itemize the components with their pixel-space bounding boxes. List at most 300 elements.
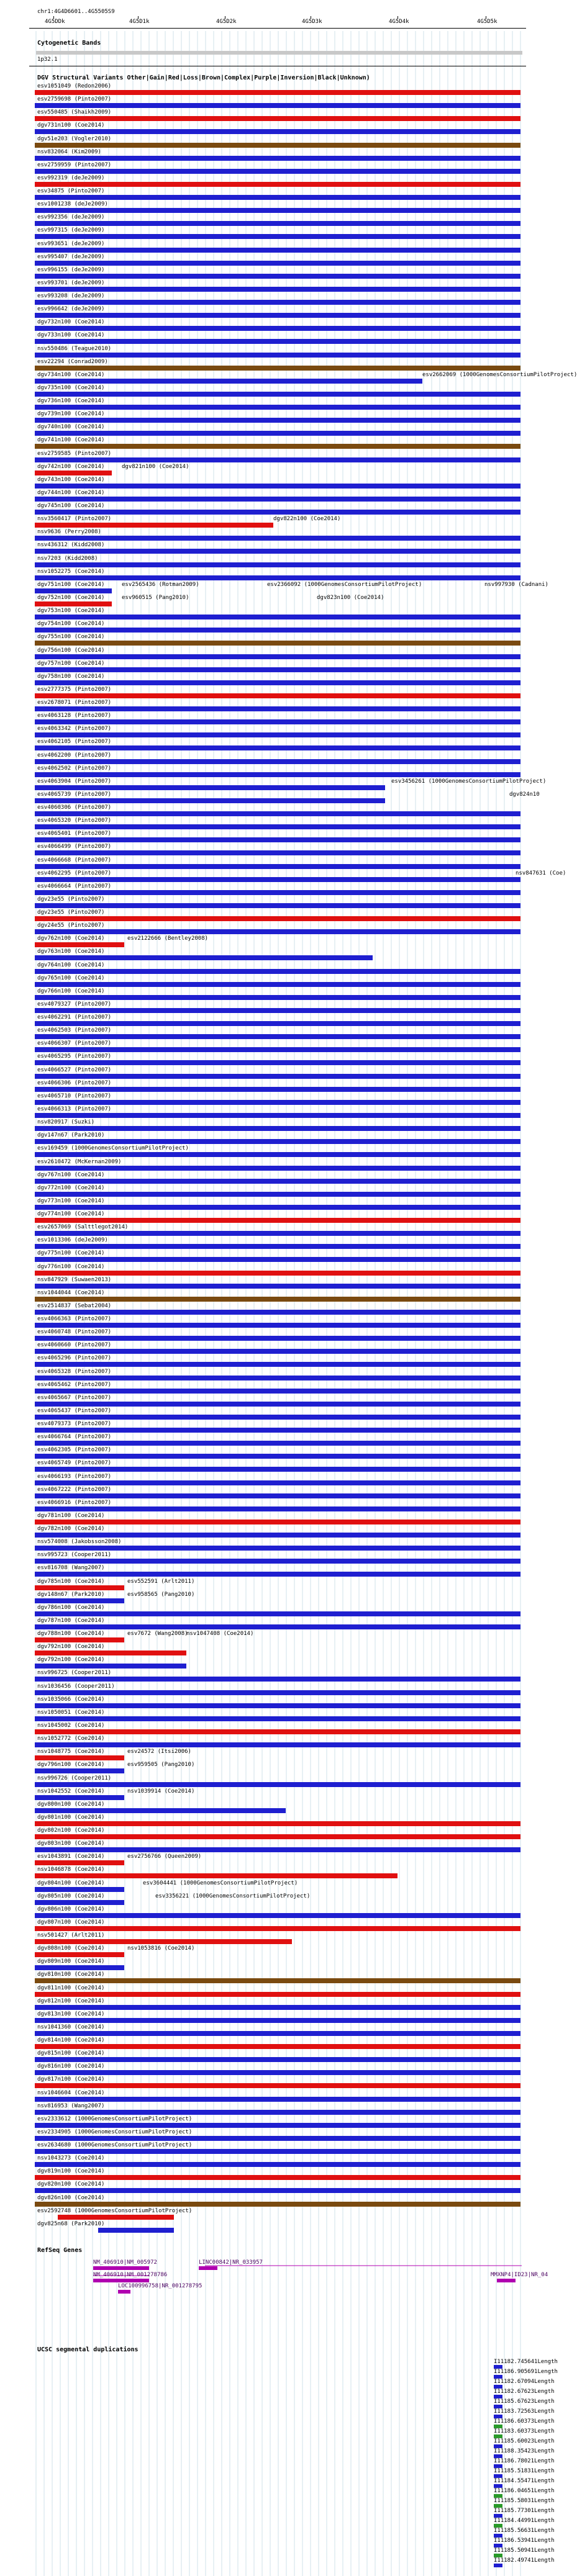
sv-feature-label[interactable]: dgv23e55 (Pinto2007) [37, 896, 105, 903]
sv-feature-bar[interactable] [35, 523, 273, 528]
sv-feature-bar[interactable] [35, 471, 112, 475]
sv-feature-bar[interactable] [35, 1480, 520, 1485]
sv-feature-label[interactable]: esv2678071 (Pinto2007) [37, 700, 112, 706]
sv-feature-label[interactable]: esv992319 (deJe2009) [37, 175, 105, 181]
sv-feature-bar[interactable] [35, 2188, 520, 2193]
sv-feature-label[interactable]: esv4066668 (Pinto2007) [37, 857, 112, 863]
sv-feature-label[interactable]: dgv796n100 (Coe2014) [37, 1762, 105, 1768]
sv-feature-label[interactable]: dgv148n67 (Park2010) [37, 1592, 105, 1598]
sv-feature-label[interactable]: esv1001238 (deJe2009) [37, 201, 108, 207]
sv-feature-label[interactable]: nsv1042552 (Coe2014) [37, 1788, 105, 1795]
sv-feature-label[interactable]: dgv787n100 (Coe2014) [37, 1618, 105, 1624]
sv-feature-bar[interactable] [35, 706, 520, 711]
sv-feature-label[interactable]: dgv743n100 (Coe2014) [37, 477, 105, 483]
sv-feature-label[interactable]: dgv758n100 (Coe2014) [37, 673, 105, 680]
sv-feature-bar[interactable] [35, 1729, 520, 1734]
sv-feature-label[interactable]: nsv436312 (Kidd2008) [37, 542, 105, 548]
sv-feature-bar[interactable] [35, 1376, 520, 1380]
sv-feature-bar[interactable] [35, 1179, 520, 1184]
sv-feature-bar[interactable] [35, 1060, 520, 1065]
sv-feature-label[interactable]: esv4066306 (Pinto2007) [37, 1080, 112, 1086]
sv-feature-label[interactable]: nsv1053816 (Coe2014) [127, 1945, 195, 1952]
sv-feature-bar[interactable] [35, 2018, 520, 2023]
sv-feature-bar[interactable] [35, 1611, 520, 1616]
gene-label[interactable]: NM_406910|NM_005972 [93, 2259, 157, 2266]
sv-feature-bar[interactable] [35, 536, 520, 541]
sv-feature-bar[interactable] [35, 1218, 520, 1223]
sv-feature-label[interactable]: esv4062502 (Pinto2007) [37, 765, 112, 772]
segdup-label[interactable]: I11185.56631Length [494, 2528, 555, 2534]
sv-feature-bar[interactable] [35, 405, 520, 410]
sv-feature-bar[interactable] [35, 182, 520, 187]
sv-feature-label[interactable]: esv2756766 (Queen2009) [127, 1853, 202, 1860]
sv-feature-bar[interactable] [35, 234, 520, 239]
sv-feature-bar[interactable] [35, 2070, 520, 2075]
sv-feature-label[interactable]: esv2366092 (1000GenomesConsortiumPilotProject) [267, 582, 422, 588]
sv-feature-bar[interactable] [35, 1585, 124, 1590]
sv-feature-label[interactable]: nsv1041360 (Coe2014) [37, 2024, 105, 2030]
sv-feature-label[interactable]: dgv813n100 (Coe2014) [37, 2011, 105, 2017]
sv-feature-label[interactable]: dgv739n100 (Coe2014) [37, 411, 105, 417]
sv-feature-label[interactable]: dgv733n100 (Coe2014) [37, 332, 105, 338]
sv-feature-bar[interactable] [35, 1100, 520, 1105]
sv-feature-bar[interactable] [35, 1795, 124, 1800]
sv-feature-label[interactable]: esv958565 (Pang2010) [127, 1592, 195, 1598]
sv-feature-label[interactable]: dgv766n100 (Coe2014) [37, 988, 105, 994]
sv-feature-bar[interactable] [35, 798, 385, 803]
sv-feature-bar[interactable] [35, 745, 520, 750]
gene-label[interactable]: NM_406910|NM_001278786 [93, 2272, 168, 2278]
sv-feature-bar[interactable] [35, 103, 520, 108]
sv-feature-label[interactable]: esv22294 (Conrad2009) [37, 359, 108, 365]
sv-feature-label[interactable]: nsv550486 (Teague2010) [37, 346, 112, 352]
sv-feature-bar[interactable] [35, 1244, 520, 1249]
sv-feature-label[interactable]: esv3604441 (1000GenomesConsortiumPilotProject) [143, 1880, 298, 1886]
sv-feature-bar[interactable] [35, 1677, 520, 1682]
sv-feature-bar[interactable] [35, 2083, 520, 2088]
sv-feature-bar[interactable] [35, 1231, 520, 1236]
sv-feature-label[interactable]: esv7672 (Wang2008) [127, 1631, 188, 1637]
sv-feature-label[interactable]: esv4066193 (Pinto2007) [37, 1474, 112, 1480]
sv-feature-bar[interactable] [35, 1506, 520, 1511]
sv-feature-label[interactable]: esv993701 (deJe2009) [37, 280, 105, 286]
sv-feature-bar[interactable] [35, 1336, 520, 1341]
sv-feature-label[interactable]: dgv782n100 (Coe2014) [37, 1526, 105, 1532]
sv-feature-label[interactable]: dgv806n100 (Coe2014) [37, 1906, 105, 1912]
sv-feature-bar[interactable] [35, 667, 520, 672]
sv-feature-label[interactable]: esv4060748 (Pinto2007) [37, 1329, 112, 1335]
sv-feature-bar[interactable] [35, 1034, 520, 1039]
segdup-label[interactable]: I11182.67623Length [494, 2389, 555, 2395]
sv-feature-label[interactable]: nsv996726 (Cooper2011) [37, 1775, 112, 1781]
sv-feature-label[interactable]: dgv792n100 (Coe2014) [37, 1657, 105, 1663]
sv-feature-bar[interactable] [35, 339, 520, 344]
sv-feature-bar[interactable] [35, 759, 520, 764]
segdup-label[interactable]: I11185.58031Length [494, 2498, 555, 2504]
sv-feature-bar[interactable] [35, 785, 385, 790]
sv-feature-label[interactable]: dgv817n100 (Coe2014) [37, 2076, 105, 2083]
segdup-label[interactable]: I11182.49741Length [494, 2557, 555, 2564]
gene-label[interactable]: MMXNP4|ID23|NR_04 [491, 2272, 548, 2278]
sv-feature-bar[interactable] [35, 1113, 520, 1118]
sv-feature-bar[interactable] [35, 1821, 520, 1826]
sv-feature-bar[interactable] [35, 248, 520, 253]
sv-feature-label[interactable]: dgv734n100 (Coe2014) [37, 372, 105, 378]
sv-feature-bar[interactable] [35, 116, 520, 121]
sv-feature-bar[interactable] [35, 2162, 520, 2167]
sv-feature-label[interactable]: dgv808n100 (Coe2014) [37, 1945, 105, 1952]
sv-feature-bar[interactable] [35, 2202, 520, 2207]
segdup-label[interactable]: I11185.50941Length [494, 2547, 555, 2554]
sv-feature-label[interactable]: esv2122666 (Bentley2008) [127, 935, 209, 942]
sv-feature-label[interactable]: esv2759698 (Pinto2007) [37, 96, 112, 102]
sv-feature-label[interactable]: esv992356 (deJe2009) [37, 214, 105, 220]
sv-feature-bar[interactable] [35, 772, 520, 777]
sv-feature-label[interactable]: dgv816n100 (Coe2014) [37, 2063, 105, 2069]
sv-feature-bar[interactable] [35, 90, 520, 95]
sv-feature-label[interactable]: nsv997930 (Cadnani) [484, 582, 548, 588]
sv-feature-bar[interactable] [35, 221, 520, 226]
sv-feature-bar[interactable] [35, 1887, 124, 1892]
sv-feature-label[interactable]: esv169459 (1000GenomesConsortiumPilotProject) [37, 1145, 189, 1151]
sv-feature-label[interactable]: esv3356221 (1000GenomesConsortiumPilotProject) [155, 1893, 311, 1899]
sv-feature-label[interactable]: nsv1044044 (Coe2014) [37, 1290, 105, 1296]
sv-feature-label[interactable]: esv3456261 (1000GenomesConsortiumPilotProject) [391, 778, 547, 785]
sv-feature-bar[interactable] [35, 1493, 520, 1498]
sv-feature-label[interactable]: esv4066499 (Pinto2007) [37, 844, 112, 850]
sv-feature-label[interactable]: dgv824n10 [509, 791, 540, 798]
sv-feature-bar[interactable] [35, 955, 373, 960]
sv-feature-bar[interactable] [35, 208, 520, 213]
sv-feature-label[interactable]: esv4066664 (Pinto2007) [37, 883, 112, 889]
sv-feature-bar[interactable] [35, 1939, 292, 1944]
sv-feature-label[interactable]: dgv819n100 (Coe2014) [37, 2168, 105, 2174]
sv-feature-label[interactable]: esv4062105 (Pinto2007) [37, 739, 112, 745]
sv-feature-label[interactable]: dgv823n100 (Coe2014) [317, 595, 384, 601]
sv-feature-label[interactable]: nsv501427 (Arlt2011) [37, 1932, 105, 1939]
sv-feature-bar[interactable] [35, 1389, 520, 1394]
sv-feature-bar[interactable] [35, 1152, 520, 1157]
sv-feature-bar[interactable] [35, 274, 520, 279]
sv-feature-bar[interactable] [35, 1205, 520, 1210]
sv-feature-label[interactable]: dgv788n100 (Coe2014) [37, 1631, 105, 1637]
sv-feature-bar[interactable] [35, 1808, 286, 1813]
sv-feature-bar[interactable] [35, 510, 520, 515]
sv-feature-label[interactable]: dgv776n100 (Coe2014) [37, 1264, 105, 1270]
sv-feature-label[interactable]: dgv755n100 (Coe2014) [37, 634, 105, 640]
sv-feature-bar[interactable] [35, 195, 520, 200]
segdup-label[interactable]: I11185.60023Length [494, 2438, 555, 2444]
sv-feature-label[interactable]: esv996642 (deJe2009) [37, 306, 105, 312]
sv-feature-label[interactable]: esv2514837 (Sebat2004) [37, 1303, 112, 1309]
sv-feature-bar[interactable] [35, 261, 520, 266]
sv-feature-label[interactable]: dgv781n100 (Coe2014) [37, 1513, 105, 1519]
sv-feature-label[interactable]: dgv752n100 (Coe2014) [37, 595, 105, 601]
sv-feature-label[interactable]: dgv800n100 (Coe2014) [37, 1801, 105, 1808]
cytoband-track-title[interactable]: Cytogenetic Bands [37, 40, 101, 47]
sv-feature-bar[interactable] [35, 982, 520, 987]
sv-feature-label[interactable]: esv552591 (Arlt2011) [127, 1578, 195, 1585]
sv-feature-label[interactable]: esv34875 (Pinto2007) [37, 188, 105, 194]
sv-feature-bar[interactable] [35, 1166, 520, 1171]
sv-feature-bar[interactable] [35, 1860, 124, 1865]
sv-feature-label[interactable]: dgv812n100 (Coe2014) [37, 1998, 105, 2004]
gene-exon-bar[interactable] [93, 2266, 149, 2270]
sv-feature-label[interactable]: dgv753n100 (Coe2014) [37, 608, 105, 614]
sv-feature-bar[interactable] [35, 1349, 520, 1354]
sv-feature-label[interactable]: nsv1039914 (Coe2014) [127, 1788, 195, 1795]
sv-feature-label[interactable]: dgv756n100 (Coe2014) [37, 647, 105, 654]
sv-feature-bar[interactable] [35, 575, 520, 580]
segdup-label[interactable]: I11186.78021Length [494, 2458, 555, 2464]
segdup-label[interactable]: I11184.55471Length [494, 2478, 555, 2484]
sv-feature-bar[interactable] [35, 890, 520, 895]
sv-feature-bar[interactable] [35, 287, 520, 292]
sv-feature-label[interactable]: nsv847631 (Coe) [516, 870, 566, 876]
segdup-bar[interactable] [494, 2564, 502, 2567]
segdup-label[interactable]: I11184.44991Length [494, 2518, 555, 2524]
sv-feature-bar[interactable] [35, 1323, 520, 1328]
sv-feature-bar[interactable] [35, 1690, 520, 1695]
sv-feature-label[interactable]: esv4066916 (Pinto2007) [37, 1500, 112, 1506]
sv-feature-bar[interactable] [35, 2031, 520, 2036]
segdup-label[interactable]: I11182.67094Length [494, 2379, 555, 2385]
sv-feature-label[interactable]: nsv1045002 (Coe2014) [37, 1723, 105, 1729]
sv-feature-label[interactable]: nsv1046878 (Coe2014) [37, 1867, 105, 1873]
sv-feature-bar[interactable] [35, 680, 520, 685]
sv-feature-label[interactable]: esv2565436 (Rotman2009) [122, 582, 199, 588]
gene-exon-bar[interactable] [93, 2279, 149, 2282]
sv-feature-label[interactable]: esv4065320 (Pinto2007) [37, 817, 112, 824]
sv-feature-label[interactable]: dgv24e55 (Pinto2007) [37, 922, 105, 929]
sv-feature-label[interactable]: dgv785n100 (Coe2014) [37, 1578, 105, 1585]
sv-feature-label[interactable]: esv4066363 (Pinto2007) [37, 1316, 112, 1322]
sv-feature-bar[interactable] [35, 1021, 520, 1026]
sv-feature-label[interactable]: esv4063904 (Pinto2007) [37, 778, 112, 785]
sv-feature-bar[interactable] [35, 2044, 520, 2049]
gene-exon-bar[interactable] [199, 2266, 217, 2270]
sv-feature-bar[interactable] [35, 379, 422, 384]
sv-feature-label[interactable]: nsv832064 (Kim2009) [37, 149, 101, 155]
sv-feature-bar[interactable] [35, 1297, 520, 1302]
sv-feature-bar[interactable] [35, 1716, 520, 1721]
sv-feature-bar[interactable] [35, 1637, 124, 1642]
sv-feature-label[interactable]: esv4065667 (Pinto2007) [37, 1395, 112, 1401]
sv-feature-bar[interactable] [35, 1284, 520, 1289]
sv-feature-bar[interactable] [35, 562, 520, 567]
sv-feature-bar[interactable] [35, 1533, 520, 1538]
sv-feature-bar[interactable] [35, 837, 520, 842]
sv-feature-bar[interactable] [35, 719, 520, 724]
sv-feature-label[interactable]: dgv736n100 (Coe2014) [37, 398, 105, 404]
sv-feature-label[interactable]: esv4066764 (Pinto2007) [37, 1434, 112, 1440]
segdup-label[interactable]: I11182.745641Length [494, 2359, 558, 2365]
sv-feature-label[interactable]: dgv814n100 (Coe2014) [37, 2037, 105, 2043]
sv-feature-bar[interactable] [35, 654, 520, 659]
sv-feature-bar[interactable] [35, 2136, 520, 2141]
segdup-track-title[interactable]: UCSC segmental duplications [37, 2346, 139, 2353]
sv-feature-label[interactable]: dgv762n100 (Coe2014) [37, 935, 105, 942]
sv-feature-label[interactable]: esv993651 (deJe2009) [37, 241, 105, 247]
sv-feature-bar[interactable] [35, 129, 520, 134]
sv-feature-label[interactable]: esv4065462 (Pinto2007) [37, 1382, 112, 1388]
sv-feature-label[interactable]: nsv7203 (Kidd2008) [37, 556, 98, 562]
sv-feature-bar[interactable] [35, 995, 520, 1000]
sv-feature-bar[interactable] [35, 1847, 520, 1852]
sv-feature-label[interactable]: nsv816953 (Wang2007) [37, 2103, 105, 2109]
sv-feature-bar[interactable] [35, 1428, 520, 1433]
sv-feature-label[interactable]: nsv1046604 (Coe2014) [37, 2090, 105, 2096]
sv-feature-bar[interactable] [35, 942, 124, 947]
sv-feature-bar[interactable] [35, 313, 520, 318]
segdup-label[interactable]: I11185.67623Length [494, 2398, 555, 2405]
sv-feature-label[interactable]: nsv820917 (Suzki) [37, 1119, 95, 1125]
sv-feature-label[interactable]: esv4062291 (Pinto2007) [37, 1014, 112, 1020]
gene-exon-bar[interactable] [118, 2290, 130, 2294]
sv-feature-bar[interactable] [35, 2175, 520, 2180]
sv-feature-label[interactable]: dgv775n100 (Coe2014) [37, 1250, 105, 1256]
sv-feature-label[interactable]: esv2333612 (1000GenomesConsortiumPilotProject) [37, 2116, 193, 2122]
sv-feature-label[interactable]: dgv772n100 (Coe2014) [37, 1185, 105, 1191]
sv-feature-label[interactable]: esv2657069 (Salttlegot2014) [37, 1224, 129, 1230]
sv-feature-bar[interactable] [35, 732, 520, 737]
sv-feature-bar[interactable] [35, 143, 520, 148]
sv-feature-bar[interactable] [35, 588, 112, 593]
sv-feature-bar[interactable] [35, 1192, 520, 1197]
sv-feature-label[interactable]: esv4067222 (Pinto2007) [37, 1487, 112, 1493]
sv-feature-label[interactable]: dgv801n100 (Coe2014) [37, 1814, 105, 1821]
sv-feature-label[interactable]: dgv807n100 (Coe2014) [37, 1919, 105, 1925]
segdup-label[interactable]: I11185.77301Length [494, 2508, 555, 2514]
sv-feature-bar[interactable] [35, 811, 520, 816]
sv-feature-label[interactable]: dgv757n100 (Coe2014) [37, 660, 105, 667]
sv-feature-label[interactable]: dgv740n100 (Coe2014) [37, 424, 105, 430]
sv-feature-label[interactable]: nsv1050051 (Coe2014) [37, 1709, 105, 1716]
sv-feature-label[interactable]: dgv825n68 (Park2010) [37, 2221, 105, 2227]
sv-feature-bar[interactable] [35, 969, 520, 974]
refseq-track-title[interactable]: RefSeq Genes [37, 2247, 83, 2254]
gene-label[interactable]: LOC100996758|NR_001278795 [118, 2283, 202, 2289]
sv-feature-label[interactable]: esv550485 (Shaikh2009) [37, 109, 112, 115]
sv-feature-label[interactable]: esv4065437 (Pinto2007) [37, 1408, 112, 1414]
sv-feature-bar[interactable] [35, 628, 520, 633]
sv-feature-label[interactable]: dgv23e55 (Pinto2007) [37, 909, 105, 916]
sv-feature-label[interactable]: esv24572 (Itsi2006) [127, 1749, 191, 1755]
segdup-label[interactable]: I11183.60373Length [494, 2428, 555, 2434]
sv-feature-label[interactable]: nsv847929 (Suwaen2013) [37, 1277, 112, 1283]
sv-feature-label[interactable]: dgv826n100 (Coe2014) [37, 2195, 105, 2201]
sv-feature-bar[interactable] [35, 929, 520, 934]
sv-feature-label[interactable]: esv1043891 (Coe2014) [37, 1853, 105, 1860]
sv-feature-label[interactable]: esv4079373 (Pinto2007) [37, 1421, 112, 1427]
sv-feature-label[interactable]: nsv574008 (Jakobsson2008) [37, 1539, 122, 1545]
sv-feature-label[interactable]: dgv764n100 (Coe2014) [37, 962, 105, 968]
sv-feature-bar[interactable] [35, 864, 520, 869]
sv-feature-label[interactable]: dgv741n100 (Coe2014) [37, 437, 105, 443]
sv-feature-label[interactable]: nsv9636 (Perry2008) [37, 529, 101, 535]
sv-feature-bar[interactable] [35, 1651, 186, 1655]
sv-feature-bar[interactable] [35, 1598, 124, 1603]
sv-feature-bar[interactable] [35, 1664, 186, 1669]
sv-feature-label[interactable]: esv4065739 (Pinto2007) [37, 791, 112, 798]
sv-feature-label[interactable]: dgv745n100 (Coe2014) [37, 503, 105, 509]
sv-feature-bar[interactable] [35, 1559, 520, 1564]
sv-feature-label[interactable]: esv4079327 (Pinto2007) [37, 1001, 112, 1007]
sv-feature-label[interactable]: esv1013306 (deJe2009) [37, 1237, 108, 1243]
sv-feature-bar[interactable] [35, 1362, 520, 1367]
sv-feature-bar[interactable] [35, 1755, 124, 1760]
sv-feature-label[interactable]: nsv1047408 (Coe2014) [186, 1631, 254, 1637]
sv-feature-bar[interactable] [35, 1900, 124, 1905]
sv-feature-label[interactable]: esv2759959 (Pinto2007) [37, 162, 112, 168]
sv-feature-bar[interactable] [35, 850, 520, 855]
sv-feature-label[interactable]: dgv786n100 (Coe2014) [37, 1605, 105, 1611]
sv-feature-label[interactable]: dgv804n100 (Coe2014) [37, 1880, 105, 1886]
sv-feature-bar[interactable] [35, 615, 520, 619]
sv-feature-bar[interactable] [35, 457, 520, 462]
sv-feature-label[interactable]: dgv765n100 (Coe2014) [37, 975, 105, 981]
sv-feature-label[interactable]: esv4065328 (Pinto2007) [37, 1369, 112, 1375]
sv-feature-label[interactable]: esv4060306 (Pinto2007) [37, 804, 112, 811]
sv-feature-label[interactable]: nsv3560417 (Pinto2007) [37, 516, 112, 522]
sv-feature-bar[interactable] [35, 1978, 520, 1983]
sv-feature-bar[interactable] [35, 431, 520, 436]
sv-feature-label[interactable]: dgv763n100 (Coe2014) [37, 948, 105, 955]
sv-feature-bar[interactable] [35, 1087, 520, 1092]
sv-feature-bar[interactable] [35, 877, 520, 882]
sv-feature-bar[interactable] [35, 1467, 520, 1472]
sv-feature-label[interactable]: dgv810n100 (Coe2014) [37, 1971, 105, 1978]
sv-feature-label[interactable]: dgv809n100 (Coe2014) [37, 1958, 105, 1965]
segdup-label[interactable]: I11186.60373Length [494, 2418, 555, 2425]
sv-feature-label[interactable]: dgv815n100 (Coe2014) [37, 2050, 105, 2056]
sv-feature-bar[interactable] [35, 1572, 520, 1577]
sv-feature-bar[interactable] [35, 1952, 124, 1957]
sv-feature-label[interactable]: nsv1052772 (Coe2014) [37, 1736, 105, 1742]
sv-feature-label[interactable]: nsv1048775 (Coe2014) [37, 1749, 105, 1755]
sv-feature-label[interactable]: dgv822n100 (Coe2014) [273, 516, 341, 522]
sv-feature-bar[interactable] [35, 1703, 520, 1708]
sv-feature-label[interactable]: esv4063342 (Pinto2007) [37, 726, 112, 732]
sv-feature-label[interactable]: esv4066313 (Pinto2007) [37, 1106, 112, 1112]
sv-feature-bar[interactable] [35, 641, 520, 646]
sv-feature-bar[interactable] [35, 1454, 520, 1459]
sv-feature-bar[interactable] [35, 1520, 520, 1524]
sv-feature-label[interactable]: esv4065295 (Pinto2007) [37, 1053, 112, 1060]
sv-feature-label[interactable]: dgv754n100 (Coe2014) [37, 621, 105, 627]
sv-feature-label[interactable]: dgv773n100 (Coe2014) [37, 1198, 105, 1204]
sv-feature-bar[interactable] [35, 326, 520, 331]
sv-feature-label[interactable]: esv2662069 (1000GenomesConsortiumPilotProject) [422, 372, 577, 378]
sv-feature-label[interactable]: dgv792n100 (Coe2014) [37, 1644, 105, 1650]
sv-feature-label[interactable]: esv4060660 (Pinto2007) [37, 1342, 112, 1348]
sv-feature-label[interactable]: esv4062200 (Pinto2007) [37, 752, 112, 759]
sv-feature-bar[interactable] [35, 1415, 520, 1420]
sv-feature-label[interactable]: esv959505 (Pang2010) [127, 1762, 195, 1768]
sv-feature-label[interactable]: dgv821n100 (Coe2014) [122, 464, 189, 470]
segdup-label[interactable]: I11185.51831Length [494, 2468, 555, 2474]
sv-feature-label[interactable]: esv2759585 (Pinto2007) [37, 451, 112, 457]
sv-feature-bar[interactable] [35, 169, 520, 174]
sv-feature-label[interactable]: esv4066527 (Pinto2007) [37, 1067, 112, 1073]
sv-track-title[interactable]: DGV Structural Variants Other|Gain|Red|Loss|Brown|Complex|Purple|Inversion|Black|Unknown) [37, 74, 370, 81]
sv-feature-bar[interactable] [35, 2005, 520, 2010]
sv-feature-label[interactable]: esv4065749 (Pinto2007) [37, 1460, 112, 1466]
sv-feature-bar[interactable] [35, 1402, 520, 1407]
sv-feature-label[interactable]: dgv735n100 (Coe2014) [37, 385, 105, 391]
sv-feature-bar[interactable] [35, 824, 520, 829]
sv-feature-label[interactable]: nsv1043273 (Coe2014) [37, 2155, 105, 2161]
